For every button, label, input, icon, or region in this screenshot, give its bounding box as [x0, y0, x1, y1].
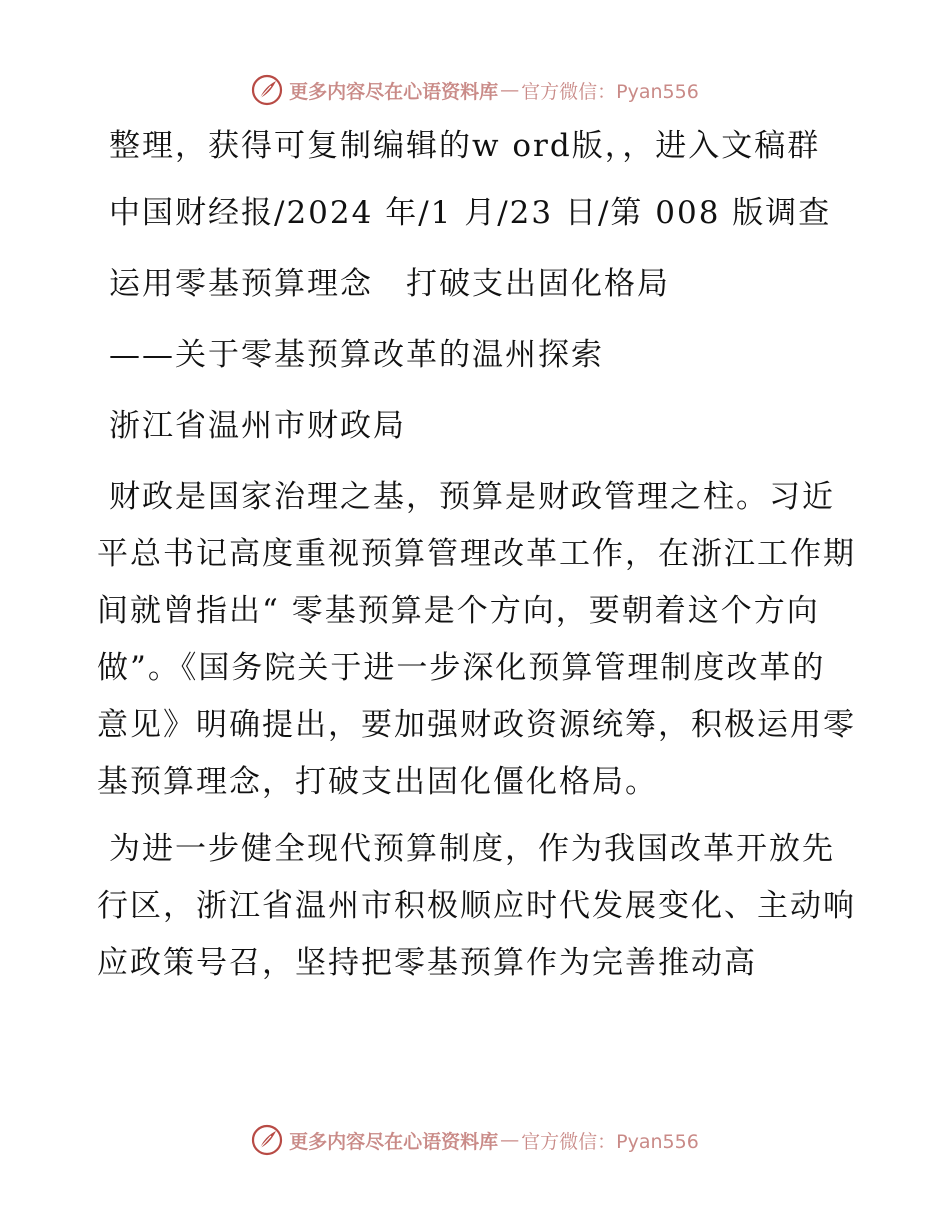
footer-separator: —: [500, 1129, 520, 1151]
article-author: 浙江省温州市财政局: [109, 408, 406, 444]
footer-banner: [0, 1120, 950, 1160]
paragraph-1: 财政是国家治理之基，预算是财政管理之柱。习近平总书记高度重视预算管理改革工作，在浙江工作期间就曾指出“ 零基预算是个方向，要朝着这个方向做”。《国务院关于进一步深化预算管理制度改革的意见》明确提出，要加强财政资源统筹，积极运用零基预算理念，打破支出固化僵化格局。: [97, 479, 856, 800]
header-site-text: 更多内容尽在心语资料库: [289, 80, 499, 103]
paragraph-2: 为进一步健全现代预算制度，作为我国改革开放先行区，浙江省温州市积极顺应时代发展变化、主动响应政策号召，坚持把零基预算作为完善推动高: [97, 831, 856, 981]
article-title: 运用零基预算理念 打破支出固化格局: [109, 266, 670, 302]
header-separator: —: [500, 79, 520, 101]
source-line: 中国财经报/2024 年/1 月/23 日/第 008 版调查: [109, 195, 832, 231]
document-body: [97, 118, 857, 1002]
footer-wechat-text: 官方微信：Pyan556: [521, 1130, 699, 1153]
feather-pen-logo-icon: [251, 74, 283, 106]
header-wechat-text: 官方微信：Pyan556: [521, 80, 699, 103]
article-subtitle: ——关于零基预算改革的温州探索: [109, 337, 604, 373]
header-banner: [0, 70, 950, 110]
intro-text: 整理，获得可复制编辑的w ord版，，进入文稿群: [109, 128, 821, 164]
feather-pen-logo-icon: [251, 1124, 283, 1156]
footer-site-text: 更多内容尽在心语资料库: [289, 1130, 499, 1153]
